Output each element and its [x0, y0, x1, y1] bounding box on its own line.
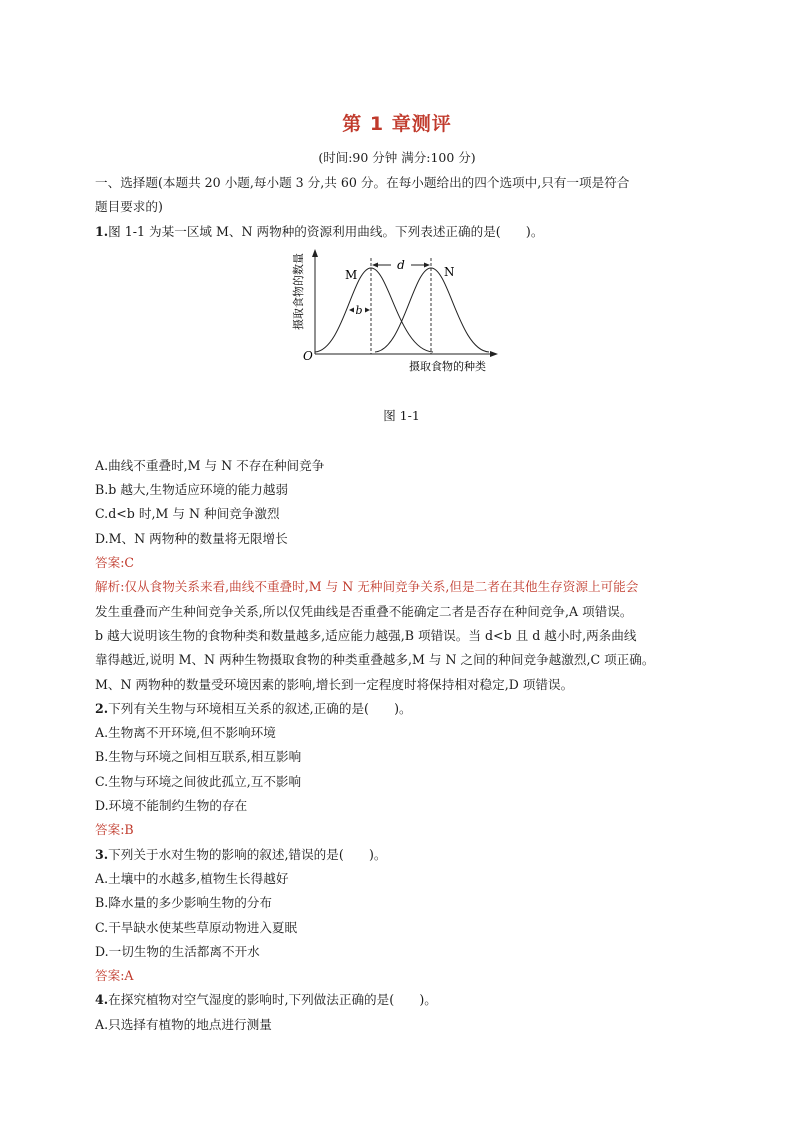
d-arrowhead-left — [372, 262, 378, 267]
y-axis-arrow — [312, 249, 318, 257]
b-arrowhead-right — [365, 307, 370, 312]
label-n: N — [444, 264, 455, 279]
question-4-stem — [95, 988, 700, 1012]
q2-option-b: B.生物与环境之间相互联系,相互影响 — [95, 749, 302, 765]
q1-option-c: C.d<b 时,M 与 N 种间竞争激烈 — [95, 506, 280, 522]
question-1-stem — [95, 220, 700, 244]
question-text: 在探究植物对空气湿度的影响时,下列做法正确的是( )。 — [108, 992, 437, 1008]
y-axis-label: 摄取食物的数量 — [292, 252, 305, 330]
q1-analysis-line-5: M、N 两物种的数量受环境因素的影响,增长到一定程度时将保持相对稳定,D 项错误。 — [95, 676, 574, 692]
x-axis-arrow — [490, 351, 498, 357]
q2-option-a: A.生物离不开环境,但不影响环境 — [95, 725, 276, 741]
q1-analysis-line-1: 解析:仅从食物关系来看,曲线不重叠时,M 与 N 无种间竞争关系,但是二者在其他生存资源上可能会 — [95, 579, 639, 595]
q1-analysis-line-3: b 越大说明该生物的食物种类和数量越多,适应能力越强,B 项错误。当 d<b 且 d 越小时,两条曲线 — [95, 627, 637, 643]
question-text: 下列有关生物与环境相互关系的叙述,正确的是( )。 — [108, 700, 412, 716]
q3-answer: 答案:A — [95, 968, 134, 984]
section-heading-line-2: 题目要求的) — [95, 199, 163, 215]
question-number: 4. — [95, 992, 109, 1008]
page-title: 第 1 章测评 — [342, 113, 452, 135]
section-heading-line-1: 一、选择题(本题共 20 小题,每小题 3 分,共 60 分。在每小题给出的四个选项中,只有一项是符合 — [95, 175, 630, 190]
q1-answer: 答案:C — [95, 555, 135, 571]
q2-option-c: C.生物与环境之间彼此孤立,互不影响 — [95, 773, 302, 789]
q3-option-d: D.一切生物的生活都离不开水 — [95, 943, 260, 959]
curve-n — [375, 268, 489, 352]
label-b: b — [355, 303, 363, 317]
question-3-stem — [95, 843, 700, 867]
d-arrowhead-right — [424, 262, 430, 267]
question-number: 3. — [95, 846, 109, 862]
figure-1-1 — [95, 244, 700, 404]
q1-option-a: A.曲线不重叠时,M 与 N 不存在种间竞争 — [95, 457, 325, 473]
question-2-stem — [95, 697, 700, 721]
q1-analysis-line-4: 靠得越近,说明 M、N 两种生物摄取食物的种类重叠越多,M 与 N 之间的种间竞争越激烈,C 项正确。 — [95, 652, 655, 668]
x-axis-label: 摄取食物的种类 — [409, 359, 486, 373]
q4-option-a: A.只选择有植物的地点进行测量 — [95, 1016, 272, 1032]
question-number: 1. — [95, 223, 109, 239]
q1-option-b: B.b 越大,生物适应环境的能力越弱 — [95, 482, 289, 498]
b-arrowhead-left — [349, 307, 354, 312]
label-d: d — [397, 257, 405, 272]
origin-label: O — [303, 348, 313, 363]
q3-option-a: A.土壤中的水越多,植物生长得越好 — [95, 870, 289, 886]
label-m: M — [345, 267, 358, 282]
figure-caption: 图 1-1 — [383, 407, 420, 423]
q1-analysis-line-2: 发生重叠而产生种间竞争关系,所以仅凭曲线是否重叠不能确定二者是否存在种间竞争,A 项错误。 — [95, 603, 633, 619]
q3-option-b: B.降水量的多少影响生物的分布 — [95, 895, 272, 911]
question-text: 图 1-1 为某一区域 M、N 两物种的资源利用曲线。下列表述正确的是( )。 — [108, 223, 544, 239]
q2-answer: 答案:B — [95, 822, 134, 838]
curve-m — [315, 268, 433, 352]
resource-curve-diagram — [285, 246, 515, 376]
q3-option-c: C.干旱缺水使某些草原动物进入夏眠 — [95, 919, 298, 935]
exam-time-info: (时间:90 分钟 满分:100 分) — [318, 150, 476, 165]
question-text: 下列关于水对生物的影响的叙述,错误的是( )。 — [108, 846, 387, 862]
question-number: 2. — [95, 700, 109, 716]
exam-content — [95, 171, 700, 1037]
q1-option-d: D.M、N 两物种的数量将无限增长 — [95, 530, 288, 546]
q2-option-d: D.环境不能制约生物的存在 — [95, 798, 248, 814]
